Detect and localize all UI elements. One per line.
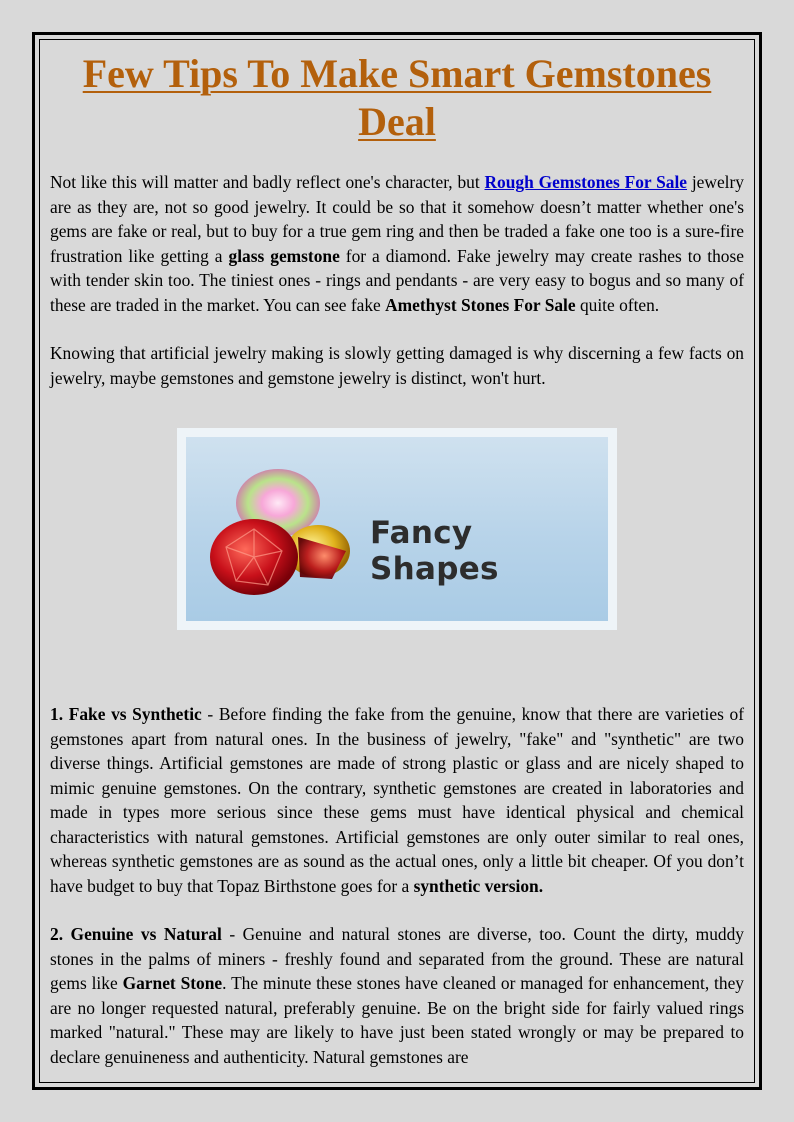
page-frame-outer — [32, 32, 762, 1090]
banner-title: Fancy Shapes — [370, 515, 499, 587]
page-title: Few Tips To Make Smart Gemstones Deal — [82, 51, 712, 144]
synthetic-version-term: synthetic version. — [413, 875, 544, 896]
page-frame-inner — [39, 39, 755, 1083]
section-heading-genuine-vs-natural: 2. Genuine vs Natural — [50, 924, 222, 944]
section-heading-fake-vs-synthetic: 1. Fake vs Synthetic — [50, 704, 202, 724]
garnet-stone-term: Garnet Stone — [122, 973, 223, 993]
glass-gemstone-term: glass gemstone — [228, 245, 340, 266]
article — [50, 44, 744, 1069]
paragraph-genuine-vs-natural: 2. Genuine vs Natural - Genuine and natural stones are diverse, too. Count the dirty, muddy stones in the palms of miners - freshly found and separated from the ground. These are natural gems like Garnet Stone. The minute these stones have cleaned or managed for enhancement, they are no longer requested natural, preferably genuine. Be on the bright side for fairly valued rings marked "natural." These may are likely to have just been stated wrongly or may be prepared to declare genuineness and authenticity. Natural gemstones are — [50, 924, 744, 1067]
paragraph-knowing: Knowing that artificial jewelry making is slowly getting damaged is why discerning a few facts on jewelry, maybe gemstones and gemstone jewelry is distinct, won't hurt. — [50, 343, 744, 388]
paragraph-fake-vs-synthetic: 1. Fake vs Synthetic - Before finding the fake from the genuine, know that there are varieties of gemstones apart from natural ones. In the business of jewelry, "fake" and "synthetic" are two diverse things. Artificial gemstones are made of strong plastic or glass and are nicely shaped to mimic genuine gemstones. On the contrary, synthetic gemstones are created in laboratories and made in types more serious since these gems must have identical physical and chemical characteristics with natural gemstones. Artificial gemstones are only outer similar to real ones, whereas synthetic gemstones are as sound as the actual ones, only a little bit cheaper. Of you don’t have budget to buy that Topaz Birthstone goes for a synthetic version. — [50, 704, 744, 896]
amethyst-term: Amethyst Stones For Sale — [385, 294, 576, 315]
gemstones-illustration — [206, 467, 366, 607]
fancy-shapes-banner — [177, 428, 617, 630]
rough-gemstones-link[interactable]: Rough Gemstones For Sale — [484, 172, 688, 192]
banner-background — [186, 437, 608, 621]
paragraph-intro: Not like this will matter and badly reflect one's character, but Rough Gemstones For Sale jewelry are as they are, not so good jewelry. It could be so that it somehow doesn’t matter whether one's gems are fake or real, but to buy for a true gem ring and then be traded a fake one too is a sure-fire frustration like getting a glass gemstone for a diamond. Fake jewelry may create rashes to those with tender skin too. The tiniest ones - rings and pendants - are very easy to bogus and so many of these are traded in the market. You can see fake Amethyst Stones For Sale quite often. — [50, 172, 744, 315]
